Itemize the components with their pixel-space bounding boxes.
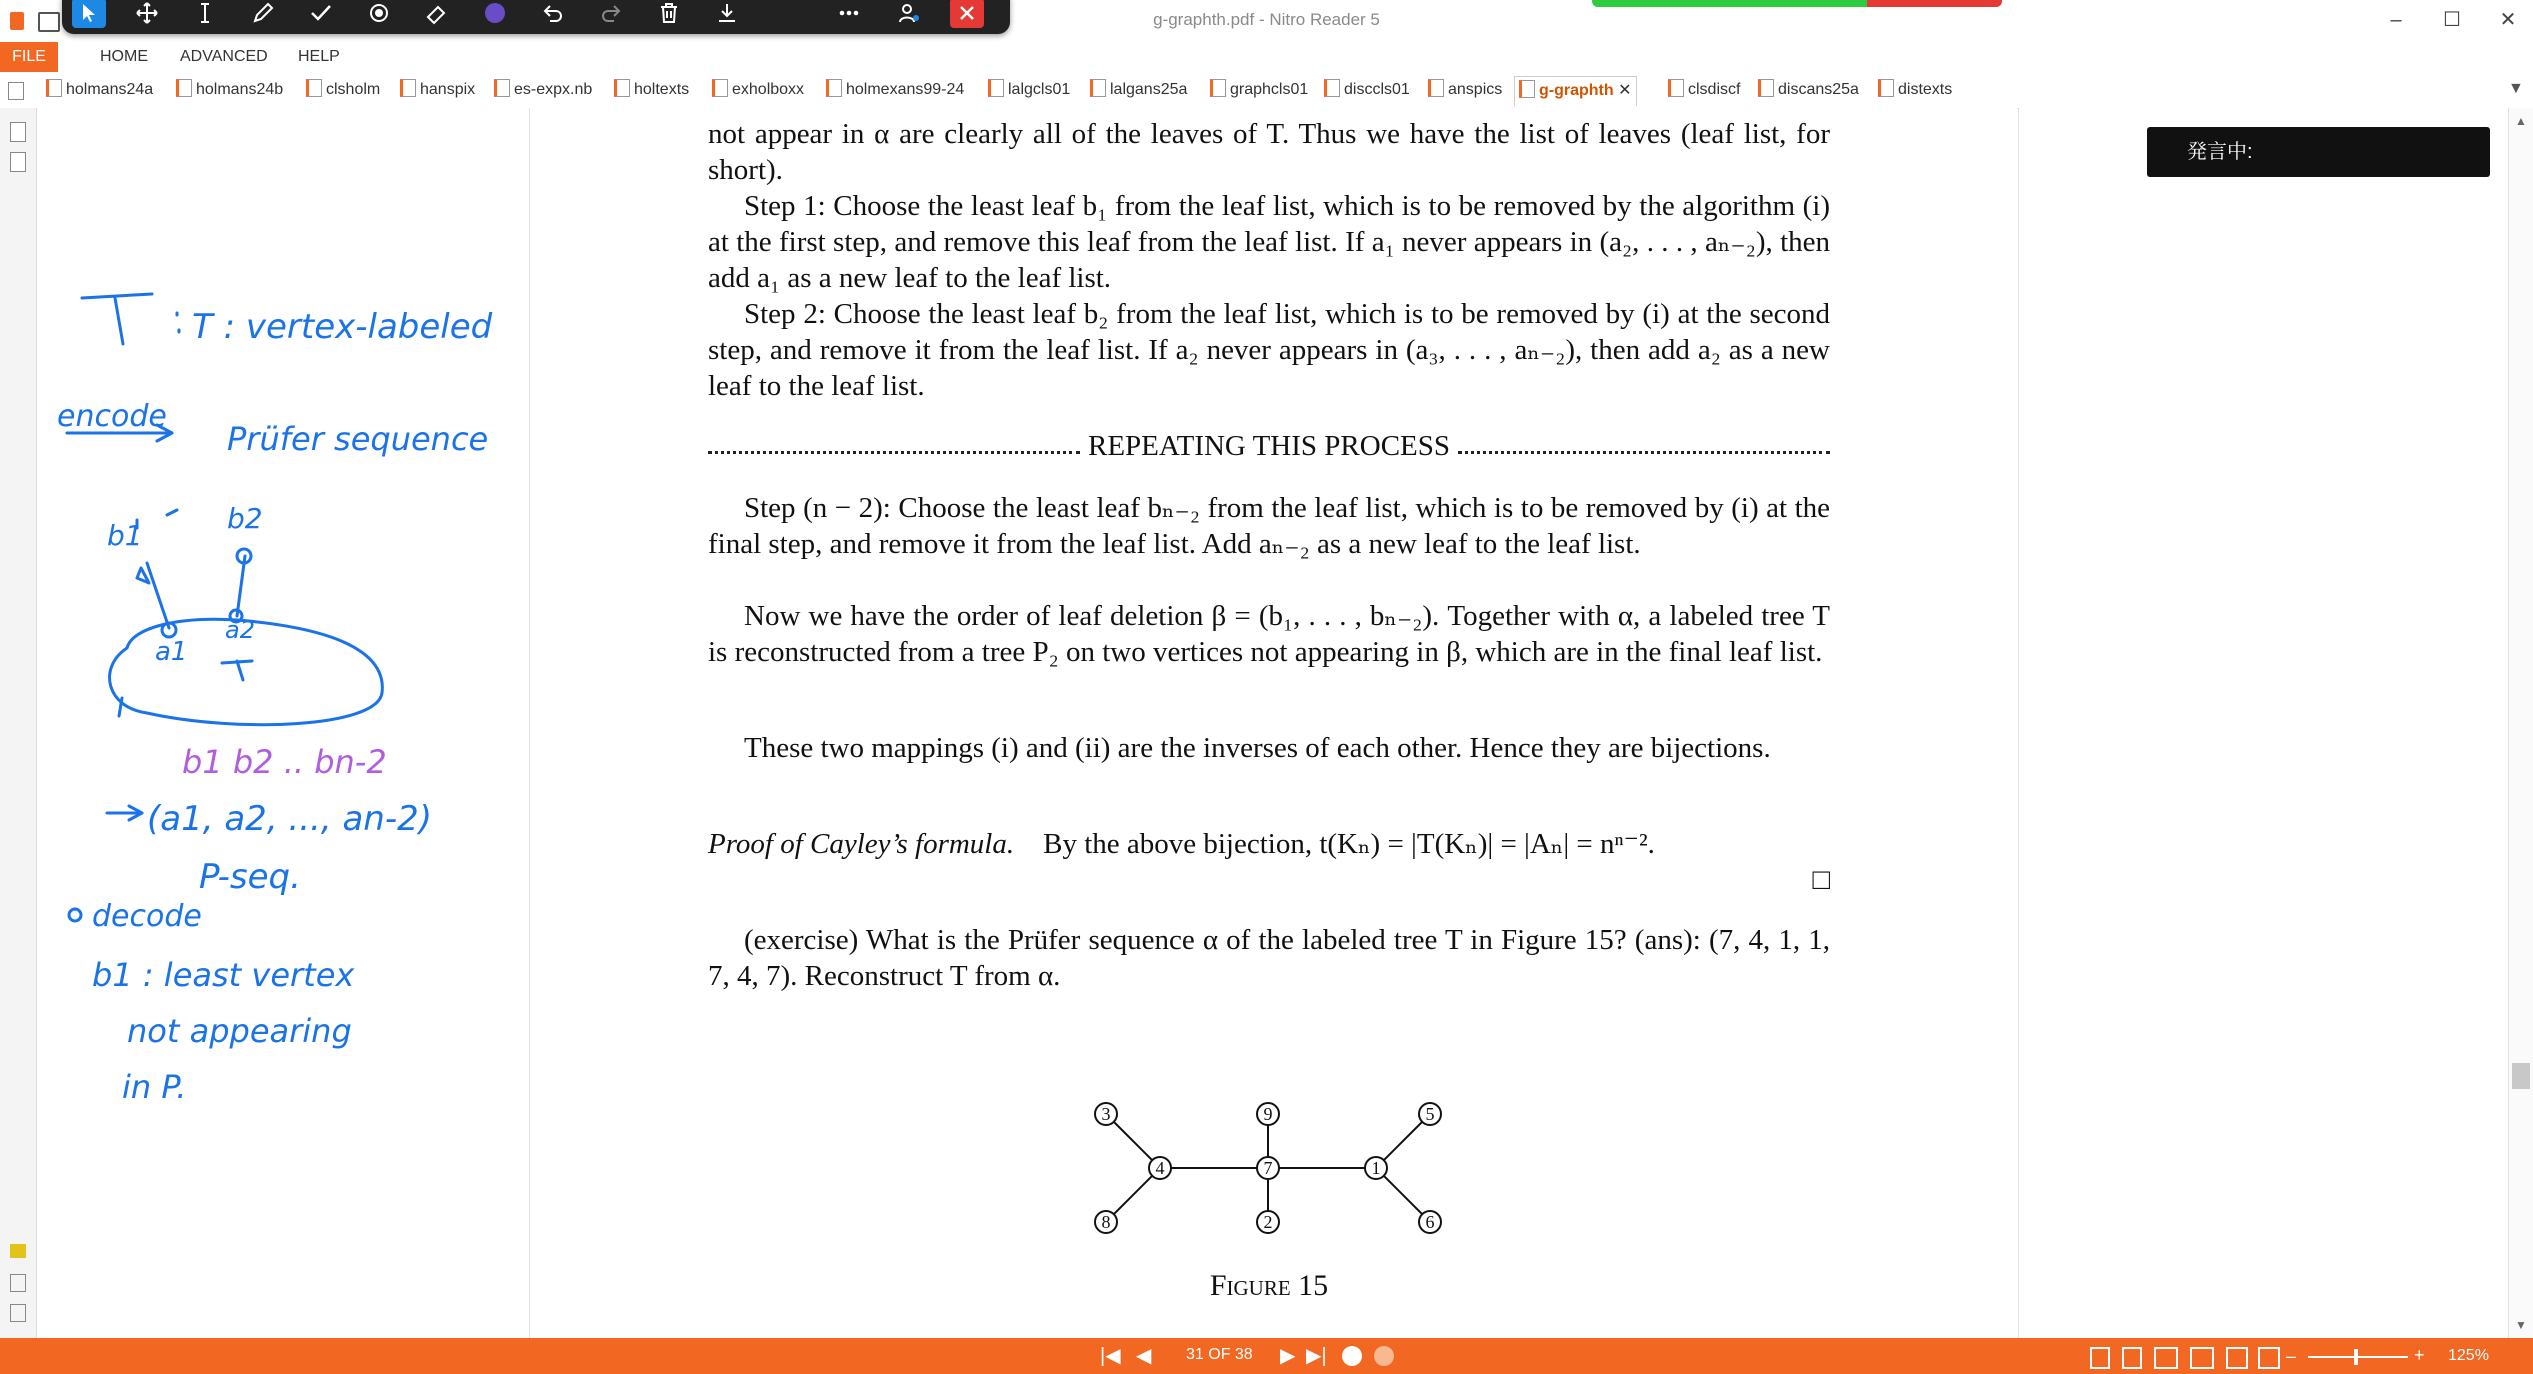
tab-label: disccls01 (1344, 81, 1410, 98)
tab-label: lalgans25a (1110, 81, 1188, 98)
tree-node-8: 8 (1101, 1212, 1111, 1232)
menu-advanced[interactable]: ADVANCED (180, 48, 268, 65)
tree-node-3: 3 (1101, 1104, 1111, 1124)
paragraph-step-2: Step 2: Choose the least leaf b₂ from the leaf list, which is to be removed by (i) at the second step, and remove it from the leaf list. If a₂ never appears in (a₃, . . . , aₙ₋₂), then add a₂ as a new leaf to the leaf list. (708, 298, 1830, 402)
tab-lalgcls01[interactable] (988, 76, 1070, 104)
pdf-icon (1324, 79, 1340, 97)
paragraph-bijections: These two mappings (i) and (ii) are the inverses of each other. Hence they are bijections. (744, 732, 1771, 764)
pdf-icon (1090, 79, 1106, 97)
annotation-toolbar (62, 0, 1010, 34)
zoom-out-icon[interactable]: – (2286, 1346, 2297, 1366)
tab-label: lalgcls01 (1008, 81, 1071, 98)
pdf-icon (176, 79, 192, 97)
tree-node-1: 1 (1371, 1158, 1381, 1178)
tab-label: es-expx.nb (514, 81, 593, 98)
pen-icon[interactable] (246, 0, 280, 28)
repeating-heading: REPEATING THIS PROCESS (1087, 430, 1451, 462)
left-sidebar (0, 108, 37, 1338)
dotted-leader-left (708, 439, 1080, 454)
tab-label: holmexans99-24 (846, 81, 965, 98)
pdf-icon (614, 79, 630, 97)
paragraph-step-n-2: Step (n − 2): Choose the least leaf bₙ₋₂ from the leaf list, which is to be removed by (i) at the final step, and remove it from the leaf list. Add aₙ₋₂ as a new leaf to the leaf list. (708, 492, 1830, 560)
pdf-icon (494, 79, 510, 97)
redo-icon[interactable] (594, 0, 628, 28)
paragraph-leaf-list: not appear in α are clearly all of the leaves of T. Thus we have the list of leaves (leaf list, for short). (708, 118, 1830, 186)
pdf-icon (988, 79, 1004, 97)
pdf-icon (1428, 79, 1444, 97)
tab-hanspix[interactable] (400, 76, 475, 104)
tree-node-7: 7 (1263, 1158, 1273, 1178)
pdf-icon (1878, 79, 1894, 97)
note-prufer-sequence: Prüfer sequence (227, 420, 489, 458)
note-b-sequence: b1 b2 .. bn-2 (182, 743, 387, 781)
pages-panel-icon[interactable] (10, 122, 26, 142)
pdf-icon (46, 79, 62, 97)
checkmark-icon[interactable] (304, 0, 338, 28)
tab-overflow-chevron-icon[interactable]: ▼ (2508, 80, 2524, 97)
vertical-scrollbar[interactable] (2508, 108, 2533, 1338)
color-picker-icon[interactable] (478, 0, 512, 28)
paragraph-leaf-deletion: Now we have the order of leaf deletion β = (b₁, . . . , bₙ₋₂). Together with α, a labeled tree T is reconstructed from a tree P₂ on two vertices not appearing in β, which are in the final leaf list. (708, 600, 1830, 668)
note-sequence: (a1, a2, ..., an-2) (147, 799, 433, 839)
tab-label: holtexts (634, 81, 690, 98)
comments-icon[interactable] (10, 1244, 26, 1258)
tab-distexts[interactable] (1878, 76, 1952, 104)
pdf-icon (306, 79, 322, 97)
tab-label: clsdiscf (1688, 81, 1741, 98)
layers-icon[interactable] (10, 1304, 26, 1322)
scroll-down-icon[interactable]: ▼ (2515, 1318, 2527, 1332)
tab-holtexts[interactable] (614, 76, 689, 104)
eraser-icon[interactable] (420, 0, 454, 28)
tab-label: exholboxx (732, 81, 805, 98)
tab-holmans24b[interactable] (176, 76, 283, 104)
minimize-button[interactable]: – (2390, 9, 2402, 31)
tab-label: distexts (1898, 81, 1953, 98)
pdf-icon (826, 79, 842, 97)
zoom-level[interactable]: 125% (2448, 1347, 2489, 1364)
figure-15-tree (708, 1078, 1830, 1298)
highlighter-circle-icon[interactable] (362, 0, 396, 28)
tab-lalgans25a[interactable] (1090, 76, 1187, 104)
tab-label: clsholm (326, 81, 381, 98)
last-page-icon[interactable]: ▶| (1306, 1345, 1327, 1367)
note-decode: decode (92, 899, 202, 934)
share-icon[interactable] (892, 0, 926, 28)
zoom-slider-thumb[interactable] (2354, 1349, 2358, 1365)
tab-label: anspics (1448, 81, 1503, 98)
pdf-icon (1668, 79, 1684, 97)
folder-icon[interactable] (38, 12, 60, 32)
tab-label: graphcls01 (1230, 81, 1309, 98)
progress-red-segment (1867, 0, 2002, 7)
continuous-view-icon[interactable] (2122, 1347, 2142, 1369)
tab-discans25a[interactable] (1758, 76, 1859, 104)
tree-node-2: 2 (1263, 1212, 1273, 1232)
menu-file[interactable]: FILE (0, 42, 58, 72)
pan-tool-icon[interactable] (130, 0, 164, 28)
menu-help[interactable]: HELP (298, 48, 340, 65)
pdf-icon (1210, 79, 1226, 97)
page-indicator[interactable]: 31 OF 38 (1186, 1346, 1253, 1363)
proof-label: Proof of Cayley’s formula. (708, 828, 1015, 860)
note-a1: a1 (155, 637, 188, 667)
fit-width-icon[interactable] (2258, 1347, 2280, 1369)
speaking-indicator: 発言中: (2147, 127, 2490, 177)
zoom-slider[interactable] (2308, 1356, 2408, 1358)
tab-holmexans99-24[interactable] (826, 76, 964, 104)
nitro-logo-icon (10, 12, 24, 30)
tab-label: g-graphth (1539, 82, 1614, 99)
tab-exholboxx[interactable] (712, 76, 804, 104)
dotted-leader-right (1458, 439, 1830, 454)
note-b2: b2 (227, 502, 263, 535)
status-bar (0, 1338, 2533, 1374)
figure-caption: Figure 15 (1209, 1269, 1329, 1302)
recording-progress-bar (1592, 0, 2002, 7)
note-b1: b1 (107, 519, 143, 552)
back-view-icon[interactable] (1342, 1346, 1362, 1366)
ink-drawing (37, 108, 529, 1338)
maximize-button[interactable]: ☐ (2443, 9, 2461, 31)
window-title: g-graphth.pdf - Nitro Reader 5 (1153, 10, 1380, 29)
pdf-icon (1758, 79, 1774, 97)
handwritten-notes-panel (37, 108, 530, 1338)
tab-g-graphth[interactable] (1514, 76, 1637, 107)
tree-node-9: 9 (1263, 1104, 1273, 1124)
tree-node-4: 4 (1155, 1158, 1165, 1178)
tab-label: hanspix (420, 81, 476, 98)
continuous-facing-view-icon[interactable] (2190, 1347, 2214, 1369)
more-options-icon[interactable] (832, 0, 866, 28)
note-least-vertex: b1 : least vertex (92, 956, 355, 994)
first-page-icon[interactable]: |◀ (1100, 1345, 1121, 1367)
paragraph-exercise: (exercise) What is the Prüfer sequence α of the labeled tree T in Figure 15? (ans): (7, 4, 1, 1, 7, 4, 7). Reconstruct T from α. (708, 924, 1830, 992)
bookmarks-panel-icon[interactable] (10, 152, 26, 172)
tab-holmans24a[interactable] (46, 76, 153, 104)
note-in-p: in P. (122, 1068, 187, 1106)
scroll-up-icon[interactable]: ▲ (2515, 114, 2527, 128)
tab-close-icon[interactable]: ✕ (1618, 82, 1632, 99)
tab-label: discans25a (1778, 81, 1859, 98)
right-margin (2018, 108, 2509, 1338)
note-p-seq: P-seq. (199, 857, 301, 897)
delete-icon[interactable] (652, 0, 686, 28)
text-cursor-icon[interactable] (188, 0, 222, 28)
note-vertex-labeled: T : vertex-labeled (192, 307, 493, 347)
tree-node-6: 6 (1425, 1212, 1435, 1232)
note-not-appearing: not appearing (127, 1012, 352, 1050)
menu-home[interactable]: HOME (100, 48, 148, 65)
tab-disccls01[interactable] (1324, 76, 1410, 104)
page-icon[interactable] (8, 82, 24, 100)
proof-text: By the above bijection, t(Kₙ) = |T(Kₙ)| = |Aₙ| = nⁿ⁻². (1043, 828, 1655, 860)
paragraph-proof (708, 826, 1830, 896)
close-toolbar-icon[interactable] (950, 0, 984, 28)
fit-page-icon[interactable] (2226, 1347, 2248, 1369)
pointer-tool-icon[interactable] (72, 0, 106, 28)
pdf-icon (1519, 80, 1535, 98)
tab-clsdiscf[interactable] (1668, 76, 1740, 104)
tab-anspics[interactable] (1428, 76, 1502, 104)
qed-symbol: □ (1812, 864, 1830, 896)
tree-node-5: 5 (1425, 1104, 1435, 1124)
document-tab-bar (0, 72, 2533, 109)
tab-clsholm[interactable] (306, 76, 380, 104)
pdf-icon (712, 79, 728, 97)
note-encode: encode (57, 399, 167, 434)
undo-icon[interactable] (536, 0, 570, 28)
paragraph-step-1: Step 1: Choose the least leaf b₁ from the leaf list, which is to be removed by the algorithm (i) at the first step, and remove this leaf from the leaf list. If a₁ never appears in (a₂, . . . , aₙ₋₂), then add a₁ as a new leaf to the leaf list. (708, 190, 1830, 294)
attachments-icon[interactable] (10, 1274, 26, 1292)
tab-es-expx[interactable] (494, 76, 592, 104)
next-page-icon[interactable]: ▶ (1280, 1345, 1296, 1367)
close-window-button[interactable]: ✕ (2499, 9, 2517, 31)
forward-view-icon[interactable] (1374, 1346, 1394, 1366)
note-a2: a2 (225, 616, 255, 644)
facing-view-icon[interactable] (2154, 1347, 2178, 1369)
pdf-icon (400, 79, 416, 97)
tab-label: holmans24b (196, 81, 284, 98)
tab-graphcls01[interactable] (1210, 76, 1308, 104)
previous-page-icon[interactable]: ◀ (1136, 1345, 1152, 1367)
pdf-page (708, 108, 1830, 1338)
zoom-in-icon[interactable]: + (2414, 1345, 2425, 1365)
tab-label: holmans24a (66, 81, 154, 98)
repeating-divider (708, 428, 1830, 464)
download-icon[interactable] (710, 0, 744, 28)
single-page-view-icon[interactable] (2090, 1347, 2110, 1369)
scroll-thumb[interactable] (2512, 1063, 2530, 1089)
menu-bar (0, 42, 2533, 72)
